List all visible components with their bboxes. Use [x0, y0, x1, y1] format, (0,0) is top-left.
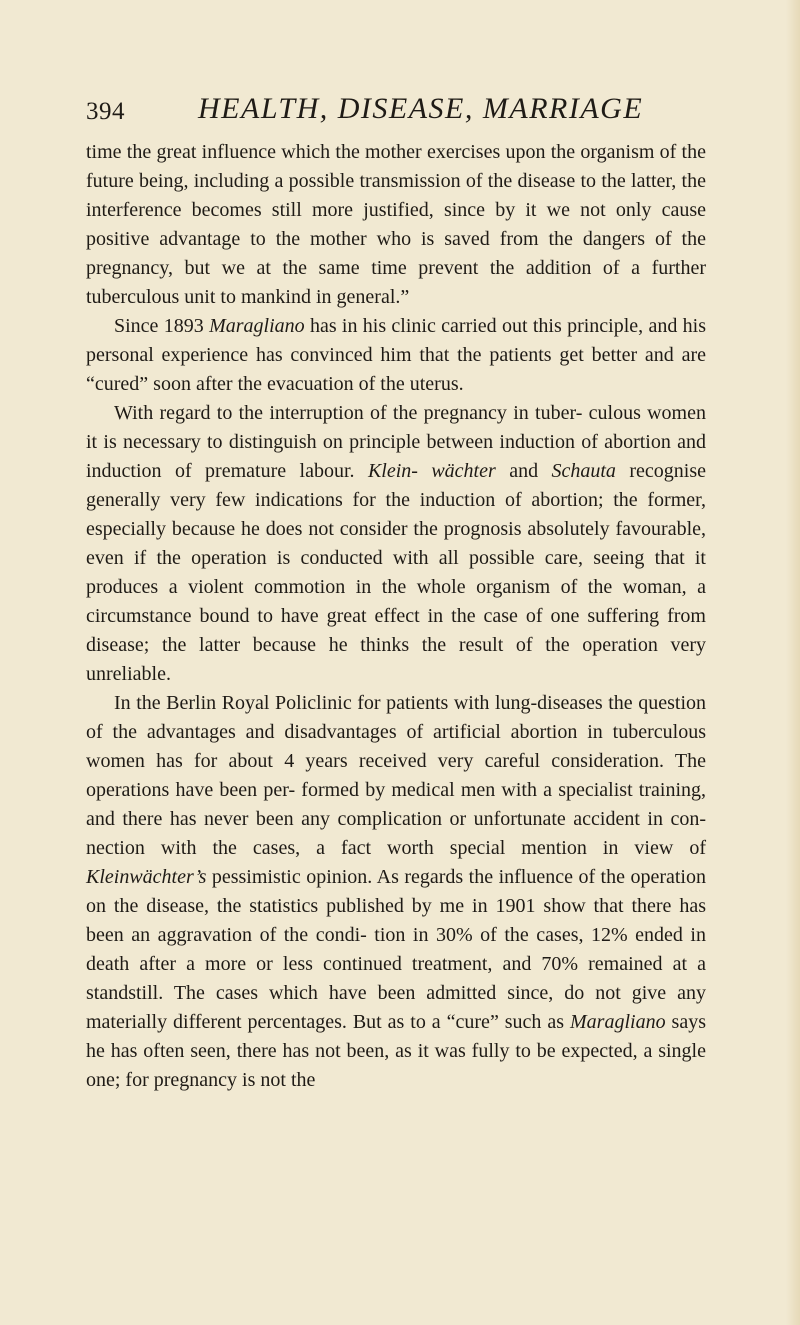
text-run: and — [495, 460, 552, 482]
text-run: Since 1893 — [114, 315, 210, 337]
page-edge-shading — [786, 0, 800, 1325]
text-body — [86, 138, 706, 1095]
page-number: 394 — [86, 98, 125, 125]
running-title: HEALTH, DISEASE, MARRIAGE — [198, 92, 644, 125]
text-run: time the great influence which the mother exercises upon the organism of the future being, including a possible transmission of the disease to the latter, the interference becomes still more justified, since by it we not only cause positive advantage to the mother who is saved from the dangers of the pregnancy, but we at the same time prevent the addition of a further tuberculous unit to mankind in general.” — [86, 141, 706, 308]
text-run: In the Berlin Royal Policlinic for patients with lung-diseases the question of the advantages and disadvantages of artificial abortion in tuberculous women has for about 4 years received very careful consideration. The operations have been per- formed by medical men with a specialist training, and there has never been any complication or unfortunate accident in con- nection with the cases, a fact worth special mention in view of — [86, 692, 706, 859]
running-head — [86, 92, 706, 132]
italic-name: Schauta — [551, 460, 616, 482]
text-run: With regard to the interruption of the pregnancy in tuber- culous women it is necessary to distinguish on principle between induction of abortion and induction of premature labour. — [86, 402, 706, 482]
italic-name: Klein- wächter — [367, 460, 496, 482]
text-run: pessimistic opinion. As regards the influence of the operation on the disease, the statistics published by me in 1901 show that there has been an aggravation of the condi- tion in 30% of the cases, 12% ended in death after a more or less continued treatment, and 70% remained at a standstill. The cases which have been admitted since, do not give any materially different percentages. But as to a “cure” such as — [86, 866, 706, 1033]
text-run: says he has often seen, there has not been, as it was fully to be expected, a single one; for pregnancy is not the — [86, 1011, 706, 1091]
italic-name: Maragliano — [209, 315, 305, 337]
italic-name: Kleinwächter’s — [86, 866, 207, 888]
paragraph — [86, 138, 706, 312]
paragraph — [86, 689, 706, 1095]
paragraph — [86, 312, 706, 399]
paragraph — [86, 399, 706, 689]
text-run: has in his clinic carried out this principle, and his personal experience has convinced him that the patients get better and are “cured” soon after the evacuation of the uterus. — [86, 315, 706, 395]
italic-name: Maragliano — [570, 1011, 666, 1033]
text-run: recognise generally very few indications for the induction of abortion; the former, especially because he does not consider the prognosis absolutely favourable, even if the operation is conducted with all possible care, seeing that it produces a violent commotion in the whole organism of the woman, a circumstance bound to have great effect in the case of one suffering from disease; the latter because he thinks the result of the operation very unreliable. — [86, 460, 706, 685]
